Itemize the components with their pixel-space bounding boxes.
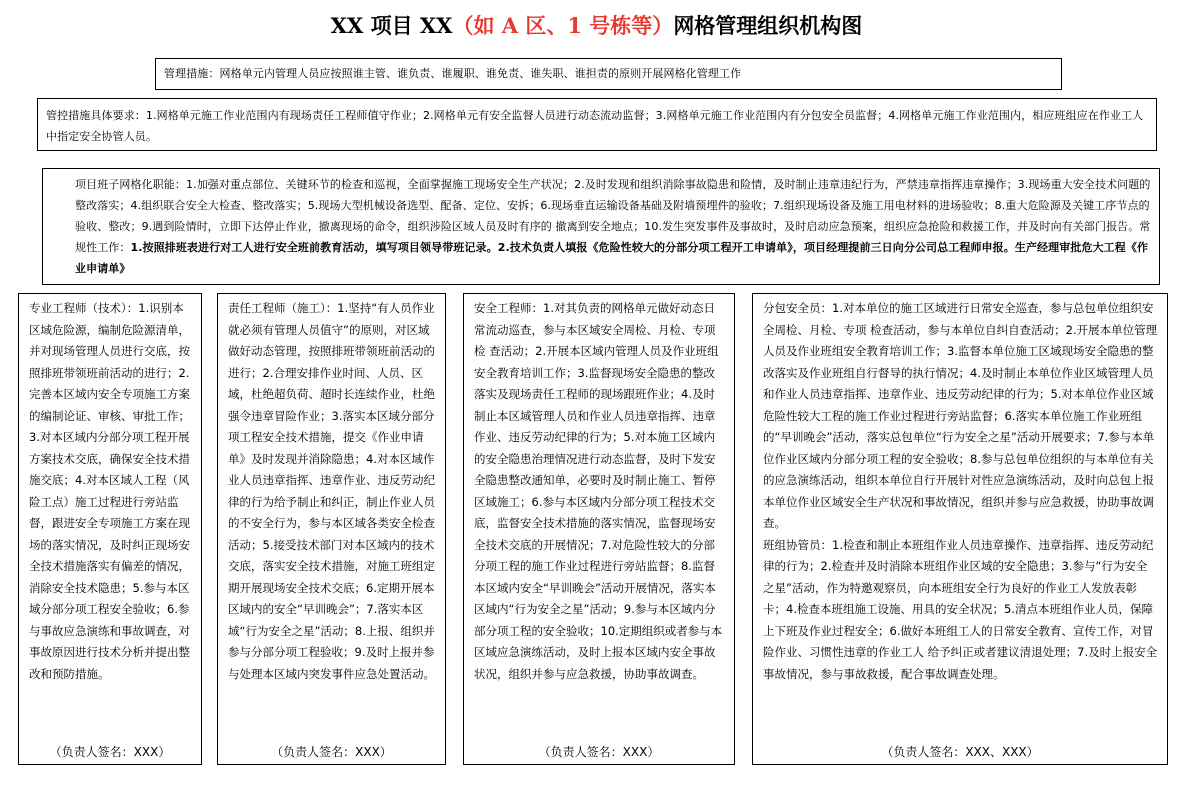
page-title bbox=[0, 12, 1193, 40]
signature-line: （负责人签名：XXX） bbox=[538, 745, 660, 759]
signature-line: （负责人签名：XXX） bbox=[271, 745, 392, 759]
role-box-technical-engineer bbox=[18, 293, 202, 765]
management-measures-box bbox=[155, 58, 1062, 90]
title-part1: XX 项目 XX bbox=[330, 13, 453, 38]
role-box-construction-engineer bbox=[217, 293, 446, 765]
role-duties-text: 专业工程师（技术）：1.识别本区域危险源，编制危险源清单，并对现场管理人员进行交底，按照排班带领班前活动的进行；2.完善本区域内安全专项施工方案的编制论证、审核、审批工作；3.对本区域内分部分项工程开展方案技术交底，确保安全技术措施交底；4.对本区域人工程（风险工点）施工过程进行旁站监督，跟进安全专项施工方案在现场的落实情况，及时纠正现场安全技术措施落实有偏差的情况，消除安全技术隐患；5.参与本区域分部分项工程安全验收；6.参与事故应急演练和事故调查，对事故原因进行技术分析并提出整改和预防措施。 bbox=[29, 301, 190, 681]
team-coordinator-duties-text: 班组协管员：1.检查和制止本班组作业人员违章操作、违章指挥、违反劳动纪律的行为；2.检查并及时消除本班组作业区域的安全隐患；3.参与“行为安全之星”活动，作为特邀观察员，向本班组安全行为良好的作业工人发放表彰卡；4.检查本班组施工设施、用具的安全状况；5.清点本班组作业人员，保障上下班及作业过程安全；6.做好本班组工人的日常安全教育、宣传工作，对冒险作业、习惯性违章的作业工人 给予纠正或者建议清退处理；7.及时上报安全事故情况，参与事故救援，配合事故调查处理。 bbox=[763, 537, 1158, 681]
title-area-note: （如 A 区、1 号栋等） bbox=[452, 13, 674, 38]
routine-work-text: 1.按照排班表进行对工人进行安全班前教育活动，填写项目领导带班记录。2.技术负责人填报《危险性较大的分部分项工程开工申请单》，项目经理提前三日向分公司总工程师申报。生产经理审批危大工程《作业申请单》 bbox=[75, 241, 1149, 275]
management-measures-text: 管理措施：网格单元内管理人员应按照谁主管、谁负责、谁履职、谁免责、谁失职、谁担责的原则开展网格化管理工作 bbox=[164, 67, 742, 80]
role-box-subcontractor-safety bbox=[752, 293, 1168, 765]
role-box-safety-engineer bbox=[463, 293, 735, 765]
title-part3: 网格管理组织机构图 bbox=[673, 13, 863, 38]
role-duties-text: 责任工程师（施工）：1.坚持“有人员作业就必须有管理人员值守”的原则，对区域做好动态管理，按照排班带领班前活动的进行；2.合理安排作业时间、人员、区域，杜绝超负荷、超时长连续作业，杜绝强令违章冒险作业；3.落实本区域分部分项工程安全技术措施，提交《作业申请单》及时发现并消除隐患；4.对本区域作业人员违章指挥、违章作业、违反劳动纪律的行为给予制止和纠正，制止作业人员的不安全行为，参与本区域各类安全检查活动；5.接受技术部门对本区域内的技术交底，落实安全技术措施，对施工班组定期开展现场安全技术交底；6.定期开展本区域内的安全“早训晚会”；7.落实本区域“行为安全之星”活动；8.上报、组织并参与分部分项工程验收；9.及时上报并参与处理本区域内突发事件应急处置活动。 bbox=[228, 301, 435, 681]
control-requirements-text: 管控措施具体要求：1.网格单元施工作业范围内有现场责任工程师值守作业；2.网格单元有安全监督人员进行动态流动监督；3.网格单元施工作业范围内有分包安全员监督；4.网格单元施工作业范围内，相应班组应在作业工人中指定安全协管人员。 bbox=[46, 109, 1144, 143]
role-duties-text: 安全工程师：1.对其负责的网格单元做好动态日常流动巡查，参与本区域安全周检、月检、专项检 查活动；2.开展本区域内管理人员及作业班组安全教育培训工作；3.监督现场安全隐患的整改落实及现场责任工程师的现场跟班作业；4.及时制止本区域管理人员和作业人员违章指挥、违章作业、违反劳动纪律的行为；5.对本施工区域内的安全隐患治理情况进行动态监督，及时下发安全隐患整改通知单，必要时及时制止施工、暂停区域施工；6.参与本区域内分部分项工程技术交底，监督安全技术措施的落实情况，监督现场安全技术交底的开展情况；7.对危险性较大的分部分项工程的施工作业过程进行旁站监督；8.监督本区域内安全“早训晚会”活动开展情况，落实本区域内“行为安全之星”活动；9.参与本区域内分部分项工程的安全验收；10.定期组织或者参与本区域应急演练活动，及时上报本区域内安全事故状况，组织并参与应急救援，协助事故调查。 bbox=[474, 301, 723, 681]
team-functions-box bbox=[42, 168, 1160, 285]
role-duties-text: 分包安全员：1.对本单位的施工区域进行日常安全巡查，参与总包单位组织安全周检、月检、专项 检查活动，参与本单位自纠自查活动；2.开展本单位管理人员及作业班组安全教育培训工作；3.监督本单位施工区域现场安全隐患的整改落实及作业班组自行督导的执行情况；4.及时制止本单位作业区域管理人员和作业人员违章指挥、违章作业、违反劳动纪律的行为；5.对本单位作业区域危险性较大工程的施工作业过程进行旁站监督；6.落实本单位施工作业班组的“早训晚会”活动，落实总包单位“行为安全之星”活动开展要求；7.参与本单位作业区域内分部分项工程的安全验收；8.参与总包单位组织的与本单位有关的应急演练活动，组织本单位自行开展针对性应急演练活动，及时向总包上报本单位作业区域安全生产状况和事故情况，组织并参与应急救援，协助事故调查。 bbox=[763, 301, 1158, 530]
team-functions-text: 项目班子网格化职能：1.加强对重点部位、关键环节的检查和巡视，全面掌握施工现场安全生产状况；2.及时发现和组织消除事故隐患和险情，及时制止违章违纪行为，严禁违章指挥违章操作；3.现场重大安全技术问题的整改落实；4.组织联合安全大检查、整改落实；5.现场大型机械设备选型、配备、定位、安拆；6.现场垂直运输设备基础及附墙预埋件的验收；7.组织现场设备及施工用电材料的进场验收；8.重大危险源及关键工序节点的验收、整改；9.遇到险情时，立即下达停止作业，撤离现场的命令，组织涉险区域人员及时有序的 撤离到安全地点；10.发生突发事件及事故时，及时启动应急预案，组织应急抢险和救援工作，并及时向有关部门报告。常规性工作： bbox=[75, 178, 1151, 254]
signature-line: （负责人签名：XXX） bbox=[49, 745, 171, 759]
signature-line: （负责人签名：XXX、XXX） bbox=[881, 745, 1039, 759]
control-requirements-box bbox=[37, 98, 1157, 151]
